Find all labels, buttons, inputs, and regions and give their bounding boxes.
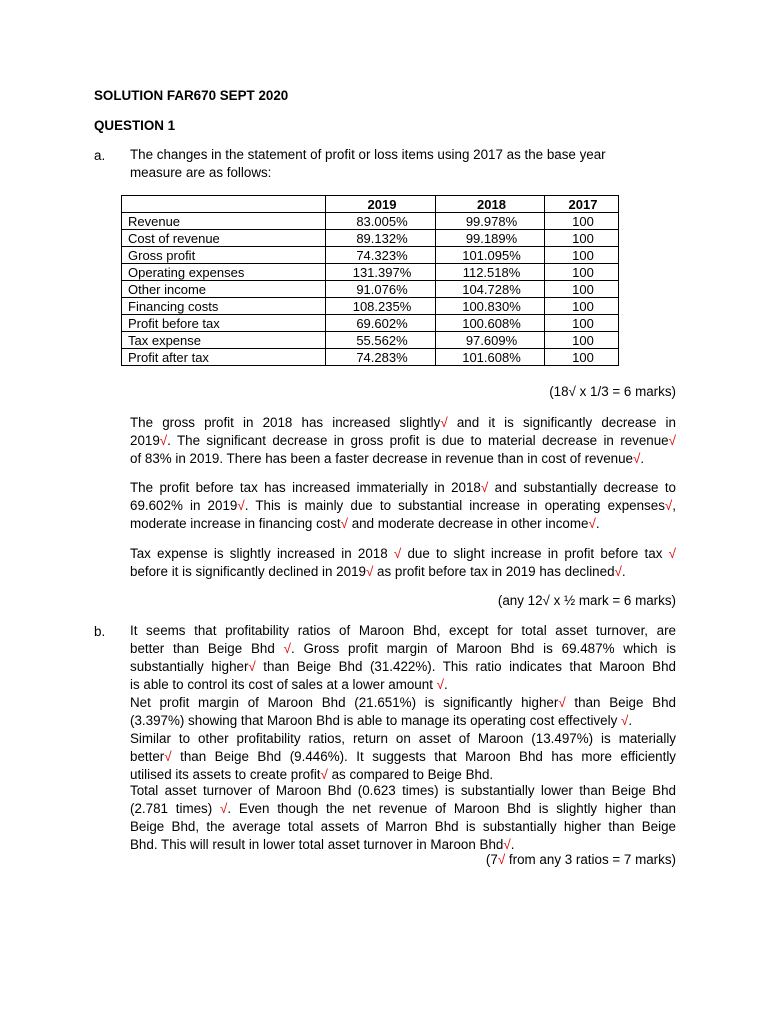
p2-line-1 [130,479,676,497]
row-value: 91.076% [326,281,436,298]
row-value: 99.189% [436,230,545,247]
table-row [122,315,619,332]
text: The profit before tax has increased immaterially in 2018 [130,480,481,495]
text: utilised its assets to create profit [130,767,321,782]
b-line-4 [130,676,676,694]
row-value: 74.323% [326,247,436,264]
p1-line-3 [130,450,676,468]
text: Bhd. This will result in lower total asset turnover in Maroon Bhd [130,837,504,852]
tick-mark-icon: √ [480,480,489,495]
b-line-12: Beige Bhd, the average total assets of Marron Bhd is substantially higher than Beige [130,819,676,834]
row-value: 74.283% [326,349,436,366]
b-line-7: Similar to other profitability ratios, return on asset of Maroon (13.497%) is materially [130,731,676,746]
row-label: Profit after tax [122,349,326,366]
p2-line-2 [130,497,676,515]
row-value: 83.005% [326,213,436,230]
text: than Beige Bhd [565,695,676,710]
text: of 83% in 2019. There has been a faster decrease in revenue than in cost of revenue [130,451,633,466]
text: . [510,837,515,852]
row-value: 108.235% [326,298,436,315]
tick-mark-icon: √ [588,516,596,531]
horizontal-analysis-table [121,195,619,366]
tick-mark-icon: √ [497,852,506,867]
b-line-2 [130,640,676,658]
text: from any 3 ratios = 7 marks) [505,852,676,867]
tick-mark-icon: √ [220,801,228,816]
text: (2.781 times) [130,801,221,816]
text: substantially higher [130,659,249,674]
text: . Even though the net revenue of Maroon Bhd is slightly higher than [227,801,676,816]
row-value: 100 [545,230,619,247]
row-value: 69.602% [326,315,436,332]
row-value: 101.095% [436,247,545,264]
tick-mark-icon: √ [159,433,168,448]
p2-line-3 [130,515,676,533]
text: than Beige Bhd (31.422%). This ratio indicates that Maroon Bhd [255,659,676,674]
tick-mark-icon: √ [614,564,622,579]
row-value: 104.728% [436,281,545,298]
p1-line-1 [130,414,676,432]
b-line-8 [130,748,676,766]
table-row [122,230,619,247]
text: and substantially decrease to [488,480,676,495]
row-value: 100 [545,332,619,349]
table-row [122,264,619,281]
row-value: 97.609% [436,332,545,349]
tick-mark-icon: √ [621,713,629,728]
doc-title: SOLUTION FAR670 SEPT 2020 [94,88,289,103]
tick-mark-icon: √ [632,451,641,466]
text: and moderate decrease in other income [348,516,589,531]
text: 2019 [130,433,160,448]
text: before it is significantly declined in 2019 [130,564,366,579]
table-header-row [122,196,619,213]
tick-mark-icon: √ [365,564,374,579]
row-value: 100.830% [436,298,545,315]
text: 69.602% in 2019 [130,498,238,513]
text: . [621,564,626,579]
tick-mark-icon: √ [668,546,676,561]
tick-mark-icon: √ [668,433,676,448]
table-row [122,332,619,349]
tick-mark-icon: √ [283,641,291,656]
row-value: 100 [545,247,619,264]
row-value: 55.562% [326,332,436,349]
b-line-1: It seems that profitability ratios of Maroon Bhd, except for total asset turnover, are [130,623,676,638]
text: (3.397%) showing that Maroon Bhd is able to manage its operating cost effectively [130,713,622,728]
row-label: Gross profit [122,247,326,264]
text: Net profit margin of Maroon Bhd (21.651%) is significantly higher [130,695,559,710]
text: moderate increase in financing cost [130,516,341,531]
marks-part-b [486,852,676,867]
tick-mark-icon: √ [340,516,349,531]
text: . [595,516,600,531]
table-header-item [122,196,326,213]
tick-mark-icon: √ [164,749,172,764]
p3-line-1 [130,545,676,563]
text: as profit before tax in 2019 has declined [373,564,615,579]
row-label: Financing costs [122,298,326,315]
part-a-label: a. [94,148,106,163]
text: better [130,749,165,764]
p1-line-2 [130,432,676,450]
tick-mark-icon: √ [320,767,328,782]
text: and it is significantly decrease in [447,415,676,430]
row-label: Other income [122,281,326,298]
text: better than Beige Bhd [130,641,284,656]
table-header-2018: 2018 [436,196,545,213]
tick-mark-icon: √ [440,415,448,430]
part-a-intro-2: measure are as follows: [130,165,272,180]
p3-line-2 [130,563,676,581]
text: is able to control its cost of sales at a lower amount [130,677,437,692]
b-line-5 [130,694,676,712]
b-line-10: Total asset turnover of Maroon Bhd (0.623 times) is substantially lower than Beige Bhd [130,783,676,798]
marks-table: (18√ x 1/3 = 6 marks) [549,384,676,399]
text: . The significant decrease in gross profit is due to material decrease in revenue [167,433,669,448]
text: . Gross profit margin of Maroon Bhd is 69.487% which is [290,641,676,656]
row-value: 100 [545,213,619,230]
row-value: 99.978% [436,213,545,230]
text: Tax expense is slightly increased in 2018 [130,546,394,561]
text: The gross profit in 2018 has increased slightly [130,415,441,430]
text: as compared to Beige Bhd. [327,767,494,782]
table-header-2017: 2017 [545,196,619,213]
tick-mark-icon: √ [393,546,402,561]
row-value: 89.132% [326,230,436,247]
row-label: Cost of revenue [122,230,326,247]
text: . [628,713,633,728]
row-value: 101.608% [436,349,545,366]
part-b-label: b. [94,624,106,639]
row-value: 100.608% [436,315,545,332]
part-a-intro-1: The changes in the statement of profit or loss items using 2017 as the base year [130,147,606,162]
row-value: 100 [545,298,619,315]
text: . This is mainly due to substantial increase in operating expenses [244,498,665,513]
row-value: 100 [545,349,619,366]
question-heading: QUESTION 1 [94,118,176,133]
tick-mark-icon: √ [248,659,256,674]
tick-mark-icon: √ [237,498,245,513]
text: . [640,451,645,466]
table-row [122,247,619,264]
b-line-11 [130,800,676,818]
table-header-2019: 2019 [326,196,436,213]
text: due to slight increase in profit before tax [401,546,669,561]
tick-mark-icon: √ [558,695,566,710]
tick-mark-icon: √ [664,498,673,513]
row-label: Profit before tax [122,315,326,332]
row-value: 100 [545,315,619,332]
text: than Beige Bhd (9.446%). It suggests that Maroon Bhd has more efficiently [171,749,676,764]
table-row [122,213,619,230]
text: . [444,677,448,692]
b-line-3 [130,658,676,676]
row-value: 131.397% [326,264,436,281]
row-label: Revenue [122,213,326,230]
text: , [672,498,676,513]
marks-part-a: (any 12√ x ½ mark = 6 marks) [497,593,676,608]
table-row [122,349,619,366]
tick-mark-icon: √ [503,837,511,852]
row-label: Tax expense [122,332,326,349]
b-line-6 [130,712,676,730]
row-value: 100 [545,264,619,281]
row-label: Operating expenses [122,264,326,281]
table-row [122,281,619,298]
table-row [122,298,619,315]
text: (7 [485,852,498,867]
row-value: 112.518% [436,264,545,281]
tick-mark-icon: √ [436,677,445,692]
row-value: 100 [545,281,619,298]
